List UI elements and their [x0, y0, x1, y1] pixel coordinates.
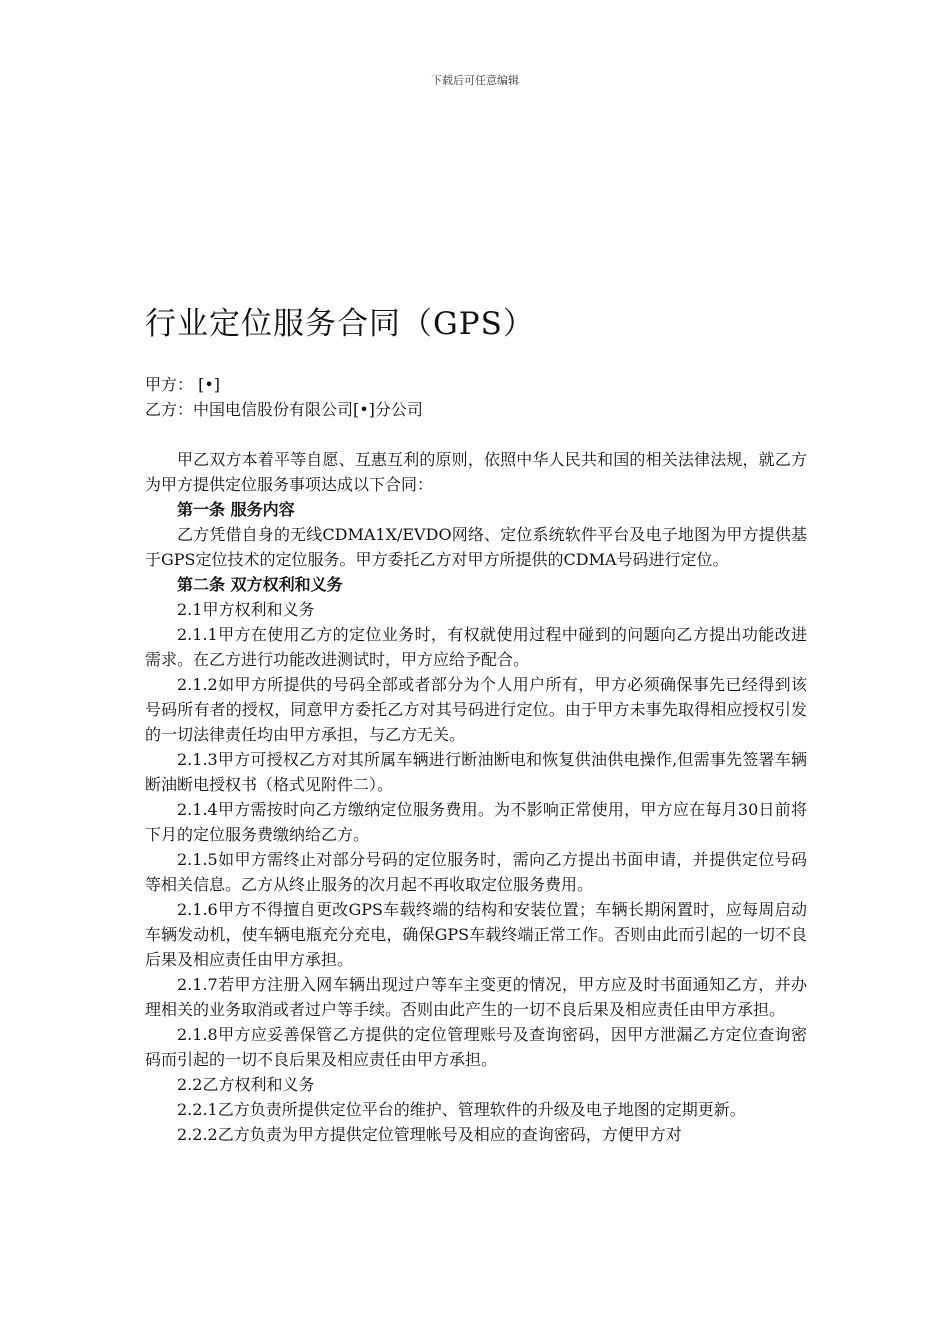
header-note: 下载后可任意编辑 [431, 74, 519, 87]
paragraph: 2.1.5如甲方需终止对部分号码的定位服务时，需向乙方提出书面申请，并提供定位号码等相关信息。乙方从终止服务的次月起不再收取定位服务费用。 [145, 850, 807, 894]
article-1-heading: 第一条 服务内容 [177, 500, 295, 519]
article-2-heading: 第二条 双方权利和义务 [177, 575, 343, 594]
paragraph: 2.2.1乙方负责所提供定位平台的维护、管理软件的升级及电子地图的定期更新。 [177, 1100, 746, 1119]
paragraph: 2.1.7若甲方注册入网车辆出现过户等车主变更的情况，甲方应及时书面通知乙方，并办理相关的业务取消或者过户等手续。否则由此产生的一切不良后果及相应责任由甲方承担。 [145, 975, 807, 1019]
party-a: 甲方： [•] [145, 375, 221, 394]
paragraph: 2.1.3甲方可授权乙方对其所属车辆进行断油断电和恢复供油供电操作,但需事先签署车辆断油断电授权书（格式见附件二）。 [145, 750, 807, 794]
parties-block [145, 372, 815, 422]
paragraph: 2.1.2如甲方所提供的号码全部或者部分为个人用户所有，甲方必须确保事先已经得到该号码所有者的授权，同意甲方委托乙方对其号码进行定位。由于甲方未事先取得相应授权引发的一切法律责任均由甲方承担，与乙方无关。 [145, 675, 807, 744]
section-heading: 2.1甲方权利和义务 [177, 600, 315, 619]
party-b: 乙方：中国电信股份有限公司[•]分公司 [145, 400, 423, 419]
paragraph: 2.2.2乙方负责为甲方提供定位管理帐号及相应的查询密码，方便甲方对 [177, 1125, 682, 1144]
document-title: 行业定位服务合同（GPS） [145, 306, 535, 342]
paragraph: 2.1.1甲方在使用乙方的定位业务时，有权就使用过程中碰到的问题向乙方提出功能改进需求。在乙方进行功能改进测试时，甲方应给予配合。 [145, 625, 807, 669]
paragraph: 2.1.4甲方需按时向乙方缴纳定位服务费用。为不影响正常使用，甲方应在每月30日前将下月的定位服务费缴纳给乙方。 [145, 800, 807, 844]
paragraph: 乙方凭借自身的无线CDMA1X/EVDO网络、定位系统软件平台及电子地图为甲方提供基于GPS定位技术的定位服务。甲方委托乙方对甲方所提供的CDMA号码进行定位。 [145, 525, 807, 569]
paragraph: 2.1.6甲方不得擅自更改GPS车载终端的结构和安装位置；车辆长期闲置时，应每周启动车辆发动机，使车辆电瓶充分充电，确保GPS车载终端正常工作。否则由此而引起的一切不良后果及相应责任由甲方承担。 [145, 900, 807, 969]
paragraph: 2.1.8甲方应妥善保管乙方提供的定位管理账号及查询密码，因甲方泄漏乙方定位查询密码而引起的一切不良后果及相应责任由甲方承担。 [145, 1025, 807, 1069]
preamble: 甲乙双方本着平等自愿、互惠互利的原则，依照中华人民共和国的相关法律法规，就乙方为甲方提供定位服务事项达成以下合同： [145, 450, 807, 494]
contract-body [145, 447, 807, 1147]
section-heading: 2.2乙方权利和义务 [177, 1075, 315, 1094]
